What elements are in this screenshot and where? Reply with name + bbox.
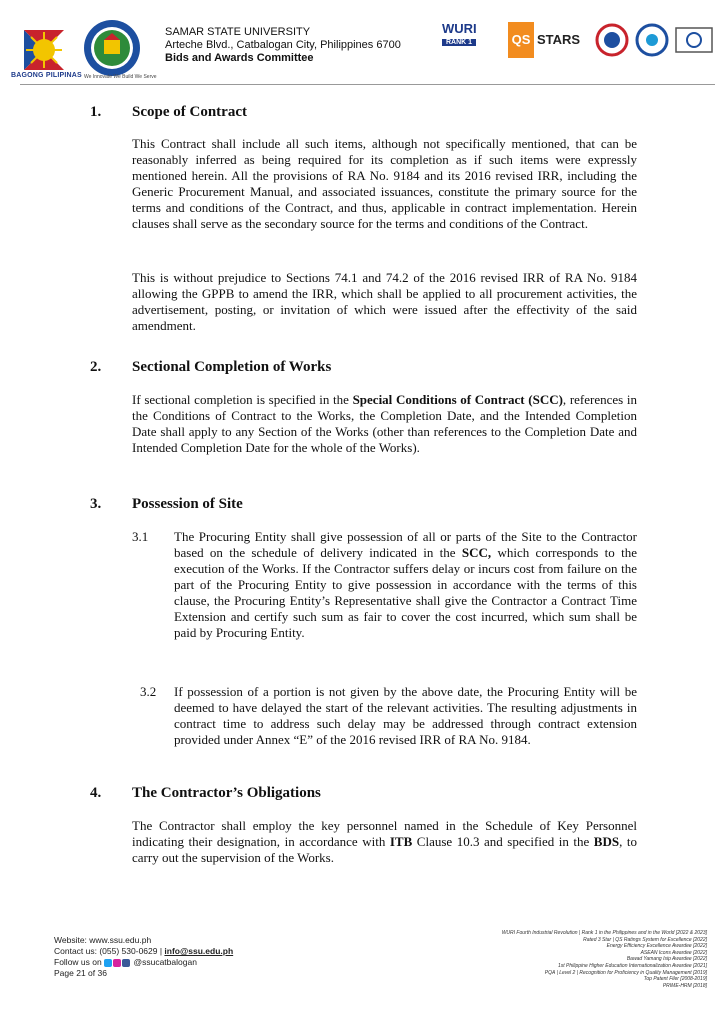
section-number: 3. [90, 496, 102, 512]
contact-line: Contact us: (055) 530-0629 | info@ssu.edu.ph [54, 946, 234, 956]
iso-seal-icon [634, 22, 670, 58]
page-number: Page 21 of 36 [54, 968, 107, 978]
section-title: Scope of Contract [132, 104, 247, 120]
qs-logo: QS [508, 22, 534, 58]
section-number: 1. [90, 104, 102, 120]
qs-stars-label: STARS [537, 32, 581, 47]
section-number: 4. [90, 785, 102, 801]
facebook-icon[interactable] [122, 959, 130, 967]
scc-term: SCC, [461, 545, 492, 560]
header-divider [20, 84, 715, 85]
section-1-paragraph-2: This is without prejudice to Sections 74.1 and 74.2 of the 2016 revised IRR of RA No. 9184 allowing the GPPB to amend the IRR, which shall be applied to all procurement activities, the advertisement, posting, or invitation of which were issued after the effectivity of the said amendment. [132, 270, 637, 333]
website-link[interactable]: Website: www.ssu.edu.ph [54, 935, 152, 945]
awards-list [407, 930, 707, 989]
award-line: Bawad Yamang Isip Awardee [2022] [626, 956, 707, 963]
section-title: The Contractor’s Obligations [132, 785, 321, 801]
university-name: SAMAR STATE UNIVERSITY [165, 26, 311, 38]
wuri-badge: WURI RANK 1 [442, 21, 477, 46]
university-address: Arteche Blvd., Catbalogan City, Philippines 6700 [165, 39, 401, 51]
award-line: PQA | Level 2 | Recognition for Proficiency in Quality Management [2019] [544, 969, 707, 976]
award-line: ASEAN Icons Awardee [2022] [640, 949, 707, 956]
section-title: Possession of Site [132, 496, 243, 512]
letterhead [0, 0, 725, 80]
bagong-pilipinas-logo [14, 20, 74, 80]
section-4-paragraph: The Contractor shall employ the key personnel named in the Schedule of Key Personnel indicating their designation, in accordance with ITB Clause 10.3 and specified in the BDS, to carry out the supervision of the Works. [132, 818, 637, 865]
clause-3-2-text: If possession of a portion is not given by the above date, the Procuring Entity will be deemed to have delayed the start of the relevant activities. The resulting adjustments in contract time to address such delay may be addressed through contract extension provided under Annex “E” of the 2016 revised IRR of RA No. 9184. [174, 684, 637, 747]
award-line: 1st Philippine Higher Education Internationalization Awardee [2021] [558, 962, 707, 969]
email-link[interactable]: info@ssu.edu.ph [164, 946, 234, 956]
scc-term: Special Conditions of Contract (SCC) [352, 392, 563, 407]
instagram-icon[interactable] [113, 959, 121, 967]
university-block [165, 26, 401, 65]
section-2-paragraph: If sectional completion is specified in the Special Conditions of Contract (SCC), references in the Conditions of Contract to the Works, the Completion Date, and the Intended Completion Date shall apply to any Section of the Works (other than references to the Completion Date and Intended Completion Date for the whole of the Works). [132, 392, 637, 455]
clause-3-2-number: 3.2 [140, 684, 157, 699]
award-line: Energy Efficiency Excellence Awardee [2022] [606, 943, 707, 950]
office-name: Bids and Awards Committee [165, 52, 314, 64]
bagong-pilipinas-text: BAGONG PILIPINAS [11, 72, 82, 79]
footer-contact [54, 935, 233, 979]
section-1-paragraph-1: This Contract shall include all such items, although not specifically mentioned, that can be reasonably inferred as being required for its completion as if such items were expressly mentioned herein. All the provisions of RA No. 9184 and its 2016 revised IRR, including the Generic Procurement Manual, and associated issuances, constitute the primary source for the terms and conditions of the Contract, and thus, applicable in contract implementation. Herein clauses shall serve as the secondary source for the terms and conditions of the Contract. [132, 136, 637, 231]
award-line: Rated 3 Star | QS Ratings System for Excellence [2022] [583, 936, 707, 943]
twitter-icon[interactable] [104, 959, 112, 967]
seal-caption: We Innovate We Build We Serve [84, 74, 157, 80]
certification-mark-icon [674, 22, 714, 58]
award-line: Top Patent Filer [2008-2019] [643, 976, 707, 983]
bds-term: BDS [593, 834, 620, 849]
section-number: 2. [90, 359, 102, 375]
clause-3-1-number: 3.1 [132, 529, 149, 544]
clause-3-1-text: The Procuring Entity shall give possession of all or parts of the Site to the Contractor based on the schedule of delivery indicated in the SCC, which corresponds to the execution of the Works. If the Contractor suffers delay or incurs cost from failure on the part of the Procuring Entity to give possession in accordance with the terms of this clause, the Procuring Entity’s Representative shall give the Contractor a Contract Time Extension and certify such sum as fair to cover the cost incurred, which sum shall be paid by Procuring Entity. [174, 529, 637, 640]
award-line: WURI Fourth Industrial Revolution | Rank 1 in the Philippines and in the World [2022 & 2023] [501, 930, 707, 936]
university-seal [82, 18, 142, 78]
social-handle: @ssucatbalogan [133, 957, 197, 967]
award-line: PRIME-HRM [2018] [662, 982, 707, 989]
award-seal-icon [594, 22, 630, 58]
social-line: Follow us on @ssucatbalogan [54, 957, 197, 967]
accreditation-badges [442, 22, 714, 58]
section-title: Sectional Completion of Works [132, 359, 332, 375]
itb-term: ITB [389, 834, 413, 849]
